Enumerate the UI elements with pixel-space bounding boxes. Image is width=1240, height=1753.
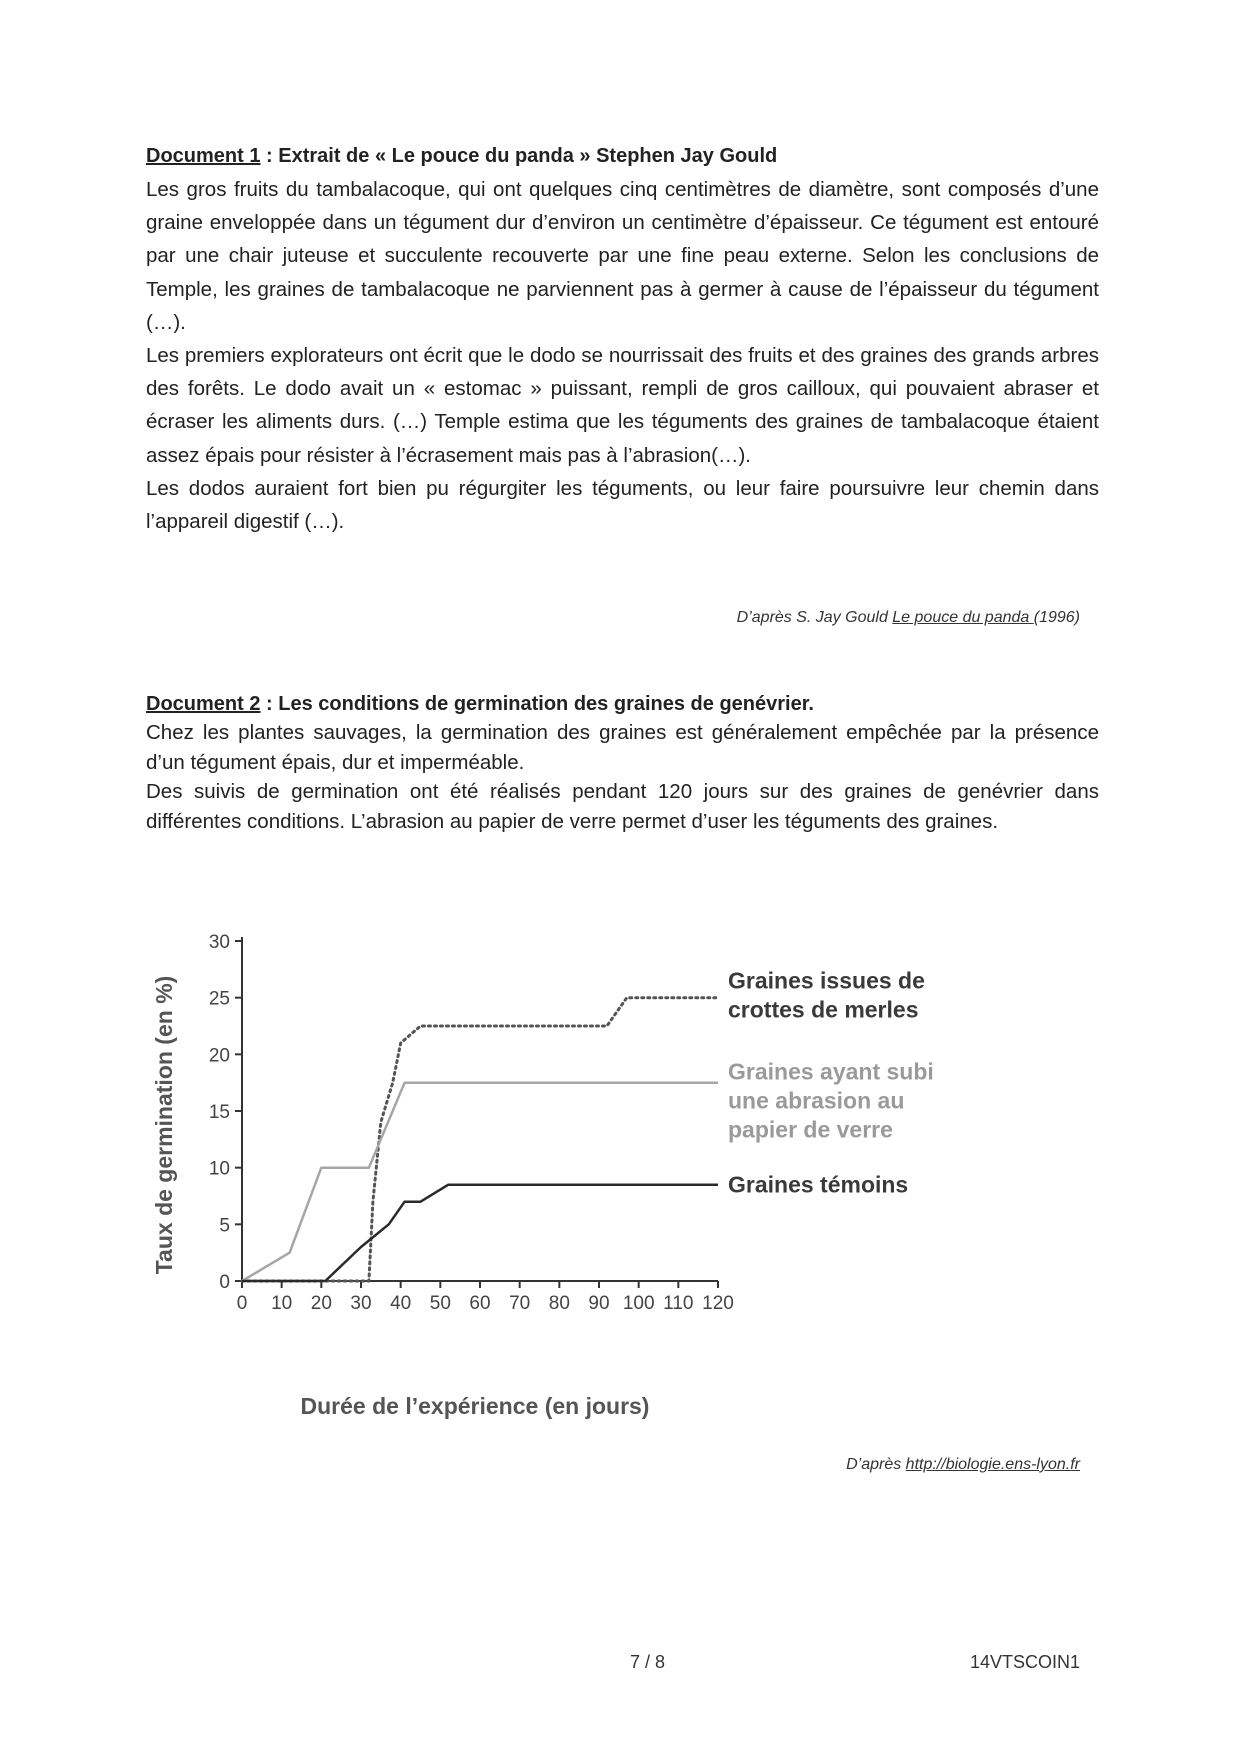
y-tick-label: 25 — [208, 988, 230, 1010]
y-tick-label: 0 — [219, 1272, 230, 1293]
document-1-paragraph-2: Les premiers explorateurs ont écrit que le dodo se nourrissait des fruits et des graines des grands arbres des forêts. Le dodo avait un « estomac » puissant, rempli de gros cailloux, qui pouvaient abraser et écraser les aliments durs. (…) Temple estima que les téguments des graines de tambalacoque étaient assez épais pour résister à l’écrasement mais pas à l’abrasion(…). — [146, 344, 1099, 467]
document-1-title: : Extrait de « Le pouce du panda » Stephen Jay Gould — [260, 145, 778, 167]
y-tick-label: 15 — [208, 1102, 230, 1123]
x-tick-label: 50 — [429, 1293, 451, 1314]
chart-series-group — [242, 998, 718, 1281]
x-tick-label: 20 — [310, 1293, 332, 1314]
x-tick-label: 30 — [350, 1293, 372, 1314]
germination-chart — [140, 925, 1120, 1435]
document-1 — [146, 140, 1099, 538]
document-2-label: Document 2 — [146, 693, 261, 715]
x-tick-label: 90 — [588, 1293, 610, 1314]
chart-y-axis-label: Taux de germination (en %) — [151, 975, 177, 1275]
legend-label-series-1: Graines issues de — [728, 967, 925, 994]
x-tick-label: 70 — [509, 1293, 531, 1314]
series-line-2 — [242, 1083, 718, 1281]
x-tick-label: 0 — [236, 1293, 248, 1314]
document-1-source-year: (1996) — [1033, 609, 1080, 626]
document-1-label: Document 1 — [146, 145, 261, 167]
chart-legend — [728, 968, 934, 1198]
x-tick-label: 110 — [663, 1293, 694, 1314]
document-2-paragraph-1: Chez les plantes sauvages, la germination des graines est généralement empêchée par la présence d’un tégument épais, dur et imperméable. — [146, 721, 1099, 774]
y-tick-label: 10 — [208, 1158, 230, 1180]
chart-axes — [209, 932, 734, 1314]
document-code: 14VTSCOIN1 — [970, 1652, 1081, 1672]
x-tick-label: 40 — [390, 1293, 412, 1314]
document-1-paragraph-3: Les dodos auraient fort bien pu régurgiter les téguments, ou leur faire poursuivre leur chemin dans l’appareil digestif (…). — [146, 476, 1099, 534]
y-tick-label: 5 — [219, 1215, 230, 1237]
document-2-source-link[interactable]: http://biologie.ens-lyon.fr — [905, 1456, 1080, 1473]
x-tick-label: 100 — [622, 1293, 655, 1314]
y-tick-label: 30 — [208, 932, 230, 953]
document-1-source-prefix: D’après S. Jay Gould — [736, 609, 893, 626]
document-2-source — [846, 1456, 1080, 1474]
series-line-3 — [242, 1185, 718, 1281]
legend-label-series-2: Graines ayant subi — [728, 1058, 934, 1085]
legend-label-series-3: Graines témoins — [728, 1171, 909, 1198]
x-tick-label: 120 — [702, 1293, 734, 1314]
document-1-source — [737, 609, 1080, 627]
legend-label-series-2: une abrasion au — [728, 1087, 905, 1114]
series-line-1 — [242, 998, 718, 1281]
y-tick-label: 20 — [208, 1045, 230, 1067]
x-tick-label: 10 — [271, 1293, 293, 1314]
document-1-source-title: Le pouce du panda — [892, 609, 1034, 626]
legend-label-series-1: crottes de merles — [728, 996, 919, 1023]
document-1-heading — [146, 140, 1099, 173]
page-number: 7 / 8 — [630, 1652, 666, 1672]
x-tick-label: 80 — [548, 1293, 570, 1314]
document-1-paragraph-1: Les gros fruits du tambalacoque, qui ont quelques cinq centimètres de diamètre, sont composés d’une graine enveloppée dans un tégument dur d’environ un centimètre d’épaisseur. Ce tégument est entouré par une chair juteuse et succulente recouverte par une fine peau externe. Selon les conclusions de Temple, les graines de tambalacoque ne parviennent pas à germer à cause de l’épaisseur du tégument (…). — [146, 178, 1099, 334]
chart-x-axis-label: Durée de l’expérience (en jours) — [300, 1393, 650, 1419]
document-2-paragraph-2: Des suivis de germination ont été réalisés pendant 120 jours sur des graines de genévrier dans différentes conditions. L’abrasion au papier de verre permet d’user les téguments des graines. — [146, 780, 1099, 833]
document-2 — [146, 690, 1099, 836]
legend-label-series-2: papier de verre — [728, 1116, 893, 1143]
document-2-heading — [146, 690, 1099, 718]
x-tick-label: 60 — [469, 1293, 491, 1314]
document-2-source-prefix: D’après — [846, 1456, 906, 1473]
document-2-title: : Les conditions de germination des graines de genévrier. — [260, 693, 814, 715]
